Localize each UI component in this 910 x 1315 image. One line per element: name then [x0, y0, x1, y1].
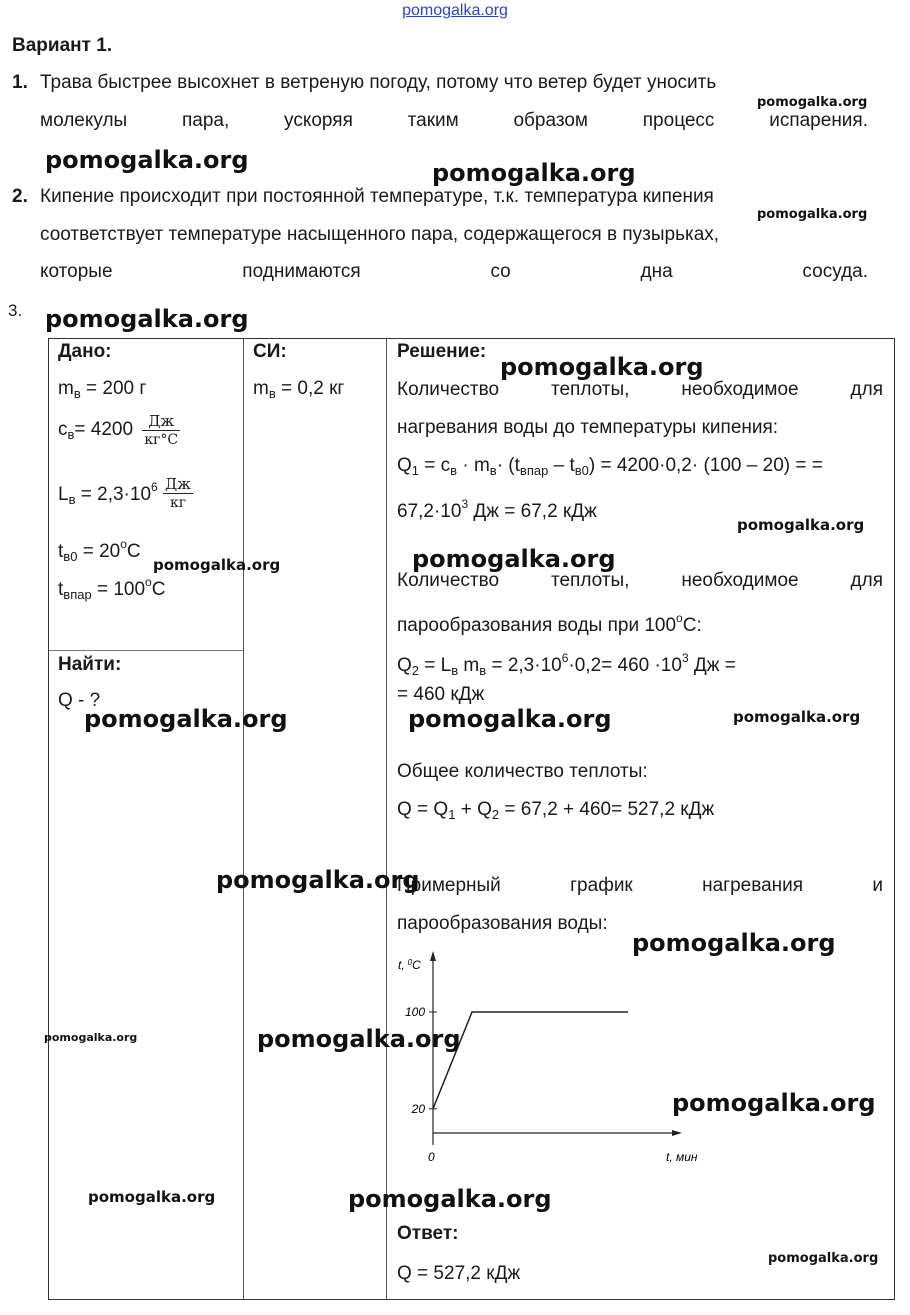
series-line-heating [433, 1012, 628, 1109]
watermark: pomogalka.org [412, 545, 616, 573]
watermark: pomogalka.org [153, 556, 281, 574]
q3-number: 3. [8, 301, 23, 320]
watermark: pomogalka.org [348, 1185, 552, 1213]
answer-value: Q = 527,2 кДж [397, 1263, 521, 1284]
given-start-temp: $t_{в0} = 20^oC$ [58, 537, 141, 564]
y-axis-label: t, $^0$C [398, 958, 421, 972]
solution-q1-formula: $Q_1 = c_в \cdot m_в\cdot (t_{впар} - t_{в0}) = 4200\cdot 0,2\cdot (100 - 20)$ = = [397, 455, 823, 478]
si-title: СИ: [253, 341, 287, 362]
solution-p2-line-2: парообразования воды при 100$^o$C: [397, 611, 702, 636]
given-boil-temp: $t_{впар} = 100^oC$ [58, 575, 166, 602]
watermark: pomogalka.org [216, 866, 420, 894]
watermark: pomogalka.org [500, 353, 704, 381]
q1-number: 1. [12, 72, 28, 93]
watermark: pomogalka.org [45, 146, 249, 174]
given-mass: $m_в = 200$ г [58, 378, 147, 401]
watermark: pomogalka.org [88, 1188, 216, 1206]
find-value: Q - ? [58, 690, 101, 711]
x-tick-0: 0 [428, 1150, 435, 1164]
solution-total-title: Общее количество теплоты: [397, 761, 648, 782]
table-divider-1 [243, 339, 244, 1299]
answer-title: Ответ: [397, 1223, 459, 1244]
x-axis-label: t, мин [666, 1150, 698, 1164]
solution-graph-line-2: парообразования воды: [397, 913, 608, 934]
site-link[interactable]: pomogalka.org [402, 2, 508, 19]
solution-q2-formula: $Q_2 = L_в$ $m_в = 2,3\cdot 10^6\cdot 0,2= 460 \cdot 10^3$ Дж = [397, 651, 736, 678]
q1-line-2: молекулы пара, ускоряя таким образом процесс испарения. [40, 110, 868, 131]
si-mass: $m_в = 0,2$ кг [253, 378, 345, 401]
watermark: pomogalka.org [45, 305, 249, 333]
variant-title: Вариант 1. [12, 35, 113, 56]
q2-number: 2. [12, 186, 28, 207]
heating-chart [390, 945, 700, 1175]
solution-q2-result: = 460 кДж [397, 684, 485, 705]
watermark: pomogalka.org [257, 1025, 461, 1053]
solution-total-formula: $Q = Q_1 + Q_2 = 67,2 + 460= 527,2$ кДж [397, 799, 715, 822]
given-latent-heat: $L_в = 2,3\cdot 10^6$ $\frac{Дж}{кг}$ [58, 475, 191, 511]
solution-graph-line-1: Примерный график нагревания и [397, 875, 883, 896]
given-heat-capacity: $c_в= 4200$ $\frac{Дж}{кг^\circ C}$ [58, 412, 179, 448]
y-tick-label: 20 [411, 1101, 425, 1116]
q2-line-2: соответствует температуре насыщенного пара, содержащегося в пузырьках, [40, 224, 720, 245]
watermark: pomogalka.org [733, 708, 861, 726]
watermark: pomogalka.org [632, 929, 836, 957]
q2-line-1: Кипение происходит при постоянной температуре, т.к. температура кипения [40, 186, 714, 207]
x-axis-arrow [672, 1130, 682, 1136]
q2-line-3: которые поднимаются со дна сосуда. [40, 261, 868, 282]
find-title: Найти: [58, 654, 122, 675]
watermark: pomogalka.org [408, 705, 612, 733]
watermark: pomogalka.org [757, 207, 868, 222]
watermark: pomogalka.org [672, 1089, 876, 1117]
watermark: pomogalka.org [768, 1251, 879, 1266]
solution-title: Решение: [397, 341, 487, 362]
watermark: pomogalka.org [737, 516, 865, 534]
solution-p1-line-1: Количество теплоты, необходимое для [397, 379, 883, 400]
q1-line-1: Трава быстрее высохнет в ветреную погоду, потому что ветер будет уносить [40, 72, 717, 93]
y-axis-arrow [430, 951, 436, 961]
watermark: pomogalka.org [84, 705, 288, 733]
given-title: Дано: [58, 341, 112, 362]
solution-p2-line-1: Количество теплоты, необходимое для [397, 570, 883, 591]
table-divider-2 [386, 339, 387, 1299]
solution-q1-result: $67,2\cdot 10^3$ Дж = 67,2 кДж [397, 497, 597, 522]
watermark: pomogalka.org [757, 95, 868, 110]
table-divider-given [49, 650, 243, 651]
watermark: pomogalka.org [432, 159, 636, 187]
y-tick-label: 100 [404, 1005, 425, 1019]
solution-p1-line-2: нагревания воды до температуры кипения: [397, 417, 779, 438]
watermark: pomogalka.org [44, 1031, 138, 1044]
